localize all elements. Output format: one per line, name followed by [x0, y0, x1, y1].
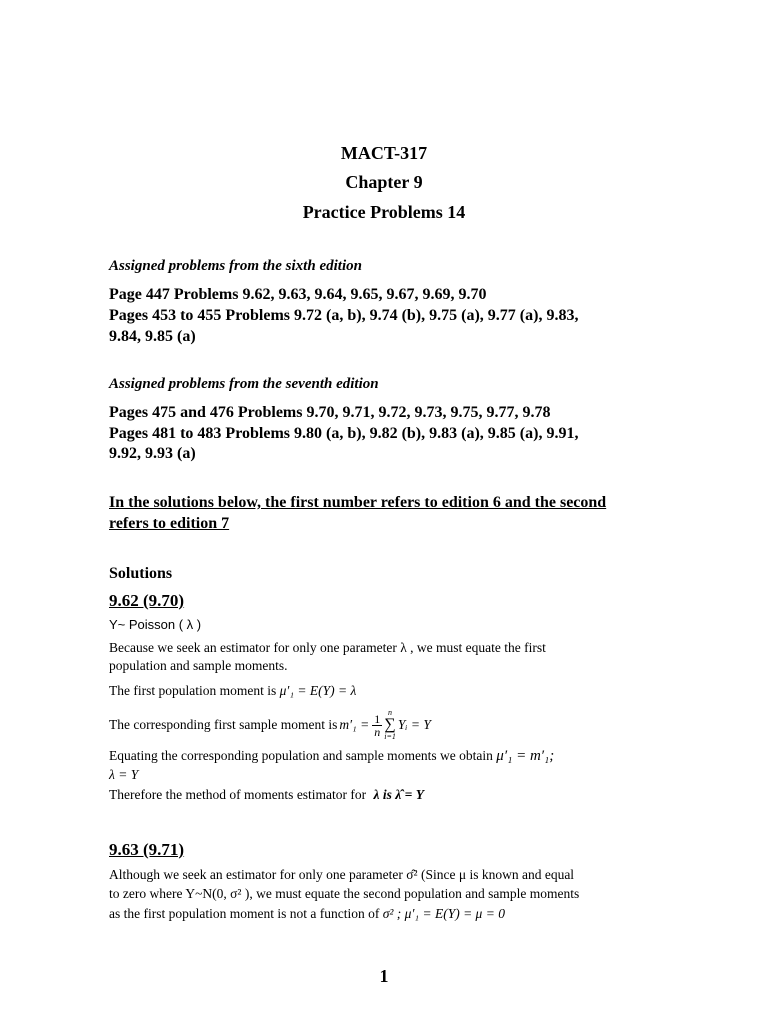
fraction-numerator: 1 [374, 711, 381, 726]
estimator-formula: λ is λ̂ = Y [373, 787, 424, 802]
therefore-text: Therefore the method of moments estimator for [109, 787, 370, 802]
sum-upper-limit: n [388, 708, 393, 717]
problem-963-formula: σ² ; μ′₁ = E(Y) = μ = 0 [382, 906, 505, 921]
seventh-edition-line-2: Pages 481 to 483 Problems 9.80 (a, b), 9.82 (b), 9.83 (a), 9.85 (a), 9.91, [109, 425, 579, 442]
sample-moment-rhs: Yᵢ = Y [397, 717, 431, 732]
sixth-edition-line-2: Pages 453 to 455 Problems 9.72 (a, b), 9.74 (b), 9.75 (a), 9.77 (a), 9.83, [109, 307, 579, 324]
sixth-edition-line-3: 9.84, 9.85 (a) [109, 328, 196, 345]
problem-963-heading [109, 839, 184, 860]
seventh-edition-line-3: 9.92, 9.93 (a) [109, 445, 196, 462]
sixth-edition-line-1: Page 447 Problems 9.62, 9.63, 9.64, 9.65, 9.67, 9.69, 9.70 [109, 286, 487, 303]
sample-moment-fraction [372, 713, 382, 738]
equating-line [109, 748, 554, 765]
seventh-edition-heading: Assigned problems from the seventh edition [109, 376, 379, 392]
poisson-distribution: Y~ Poisson ( λ ) [109, 617, 202, 632]
problem-963-line-3-text: as the first population moment is not a function of [109, 906, 383, 921]
page-title: Practice Problems 14 [302, 202, 466, 222]
problem-962-line-2: population and sample moments. [109, 658, 288, 673]
sixth-edition-heading: Assigned problems from the sixth edition [109, 258, 362, 274]
therefore-line [109, 787, 424, 803]
seventh-edition-line-1: Pages 475 and 476 Problems 9.70, 9.71, 9.72, 9.73, 9.75, 9.77, 9.78 [109, 404, 551, 421]
solutions-heading: Solutions [109, 565, 173, 582]
problem-962-line-1: Because we seek an estimator for only one parameter λ , we must equate the first [109, 640, 546, 655]
chapter-title: Chapter 9 [345, 172, 423, 192]
page-number: 1 [379, 966, 389, 986]
sample-moment-line [109, 705, 431, 745]
equating-text: Equating the corresponding population and sample moments we obtain [109, 748, 497, 763]
summation-symbol [384, 709, 396, 741]
sigma-icon: ∑ [384, 716, 396, 733]
problem-962-heading [109, 590, 184, 611]
problem-963-line-3 [109, 906, 505, 922]
population-moment-text: The first population moment is [109, 683, 280, 698]
population-moment-line [109, 683, 356, 699]
sample-moment-lhs: m′₁ = [339, 717, 370, 732]
sample-moment-text: The corresponding first sample moment is [109, 717, 338, 732]
edition-note-text-2: refers to edition 7 [109, 515, 230, 532]
equating-formula: μ′₁ = m′₁; [496, 748, 555, 764]
problem-963-line-2: to zero where Y~N(0, σ² ), we must equate the second population and sample moments [109, 886, 580, 901]
course-code: MACT-317 [340, 143, 428, 163]
problem-962-heading-text: 9.62 (9.70) [109, 591, 185, 610]
edition-note-line-1 [109, 492, 606, 513]
population-moment-formula: μ′₁ = E(Y) = λ [279, 683, 357, 698]
problem-963-line-1: Although we seek an estimator for only one parameter σ̂² (Since μ is known and equal [109, 867, 575, 882]
edition-note-text-1: In the solutions below, the first number refers to edition 6 and the second [109, 494, 607, 511]
sum-lower-limit: i=1 [384, 732, 396, 741]
lambda-equals-ybar: λ = Y [109, 767, 139, 782]
problem-963-heading-text: 9.63 (9.71) [109, 840, 185, 859]
edition-note-line-2 [109, 513, 229, 534]
fraction-denominator: n [374, 724, 381, 739]
